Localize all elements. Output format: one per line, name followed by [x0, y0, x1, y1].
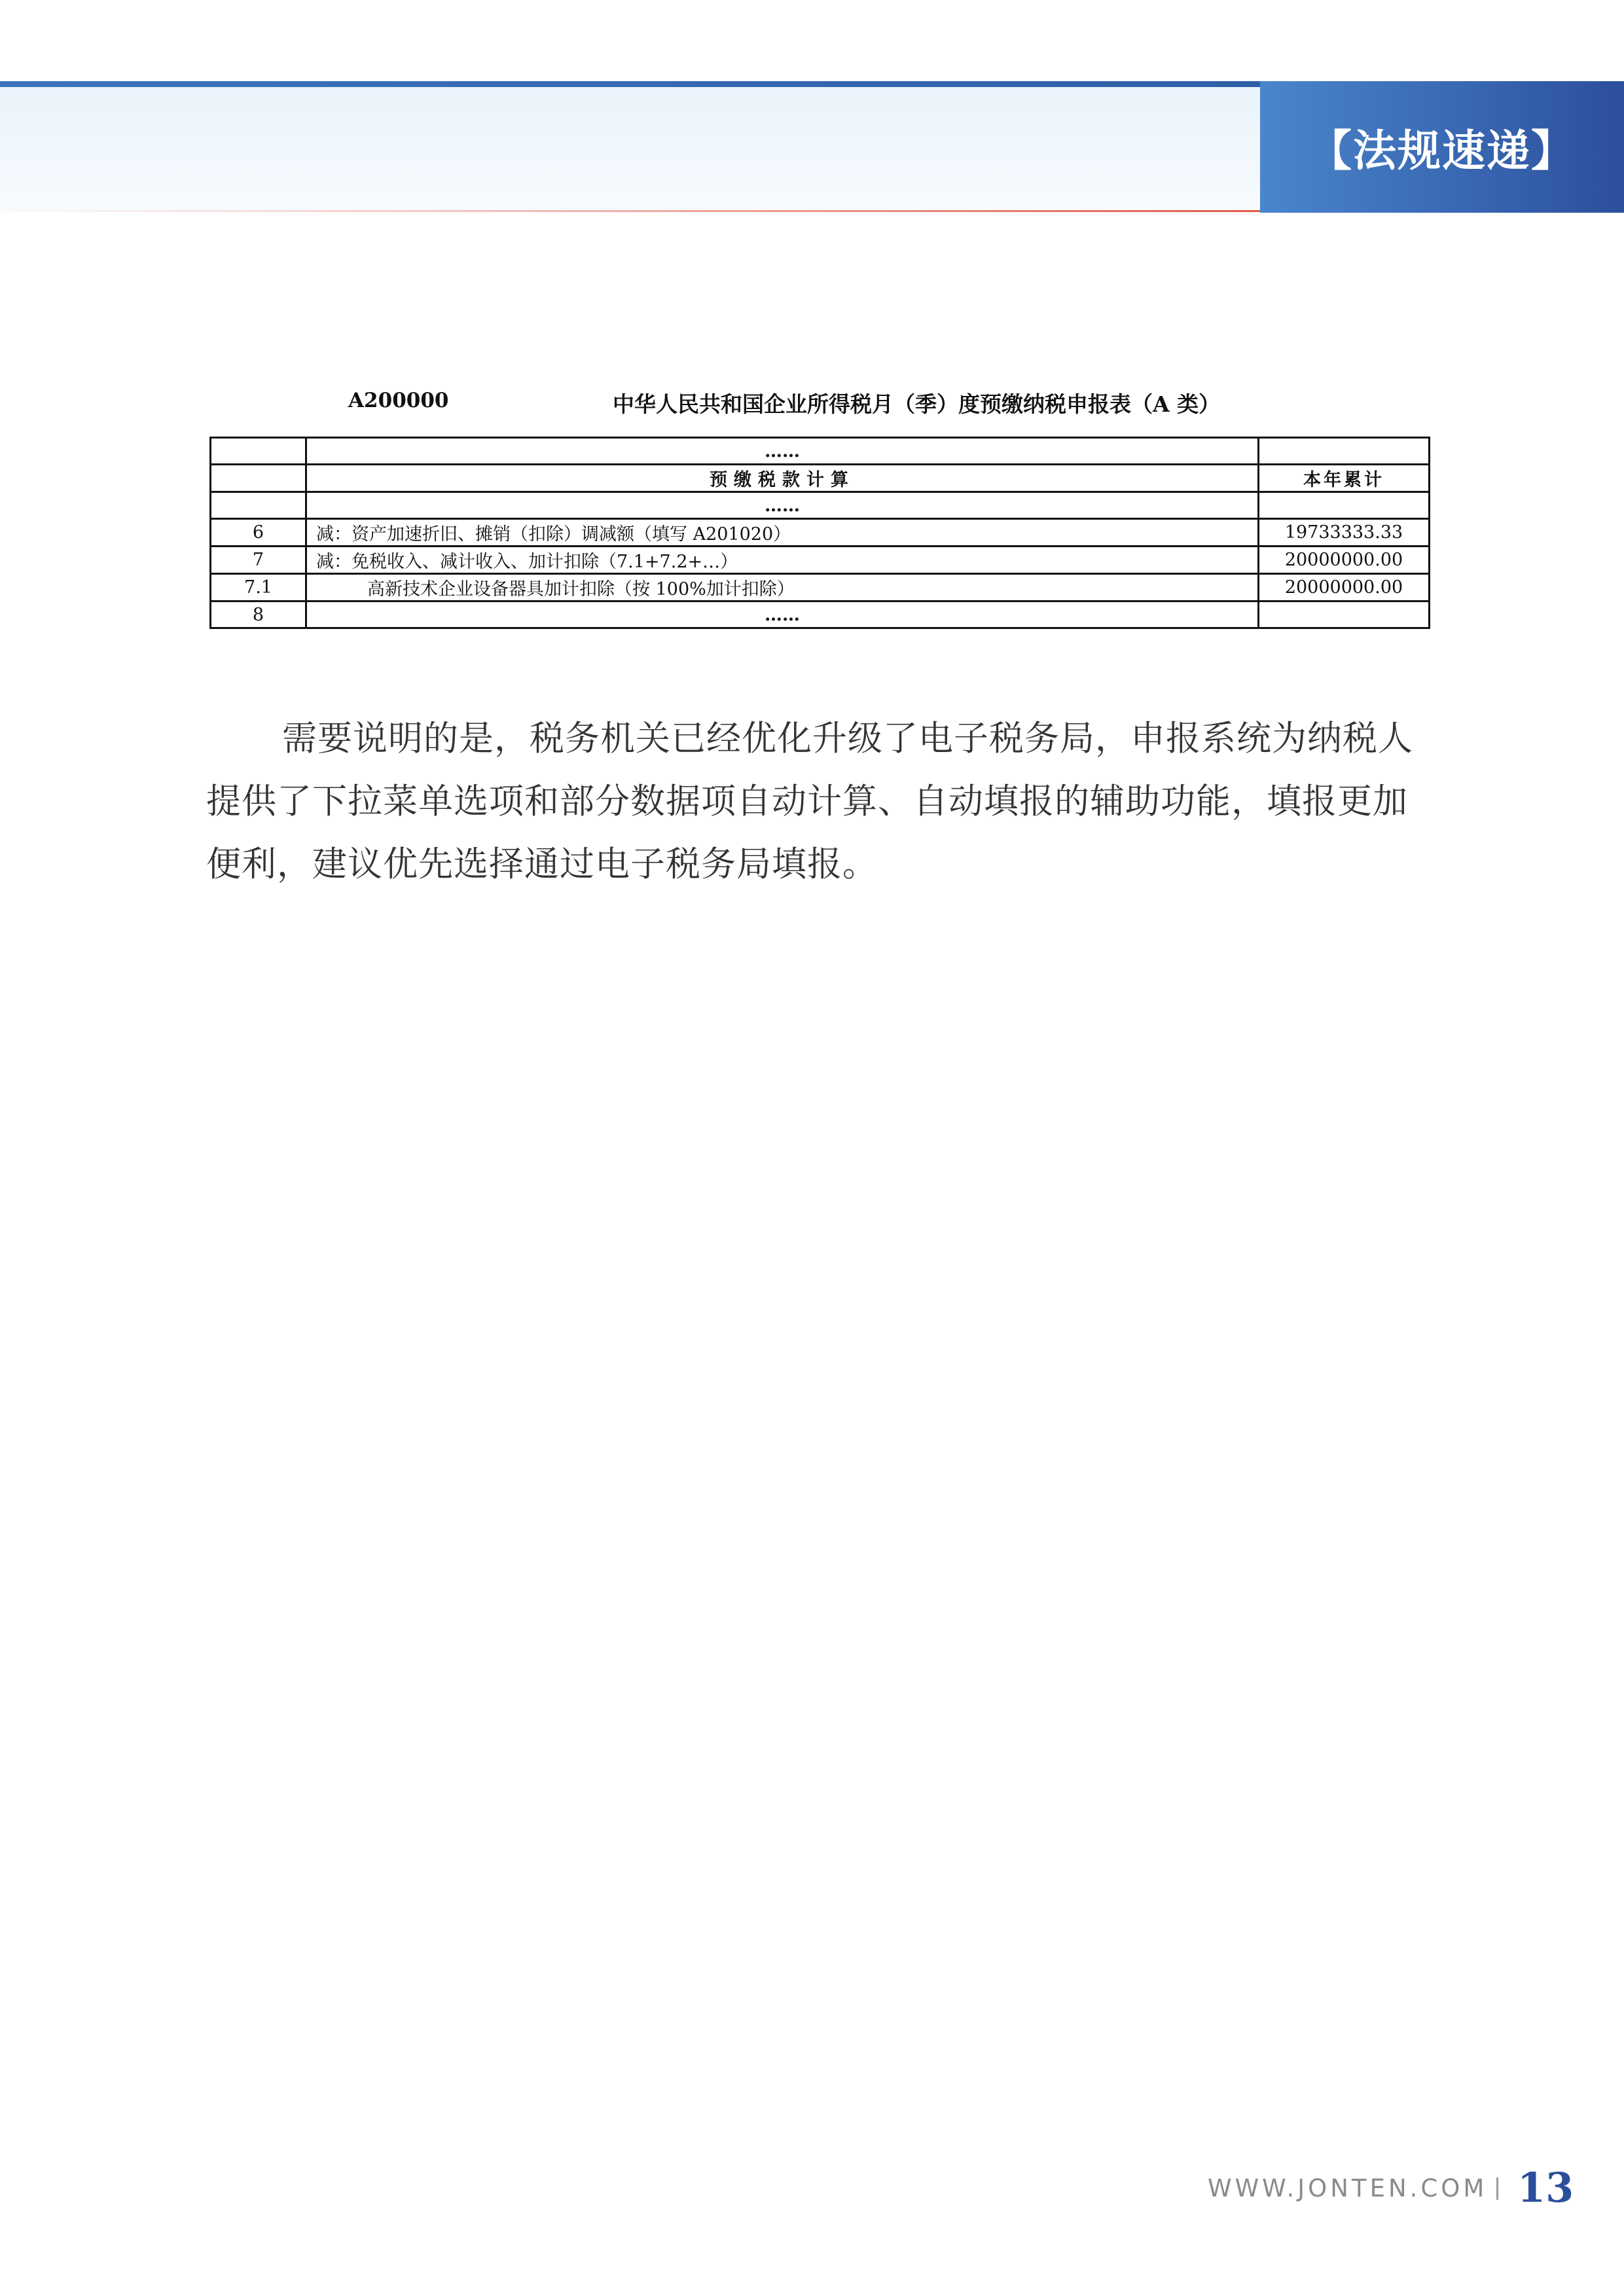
section-tag-box — [1260, 81, 1624, 213]
section-tag: 【法规速递】 — [1308, 125, 1576, 176]
row-number — [211, 465, 306, 492]
row-number — [211, 492, 306, 519]
form-code: A200000 — [348, 389, 449, 412]
header-accent-line — [0, 81, 1260, 87]
row-number: 7 — [211, 547, 306, 574]
row-value — [1259, 601, 1430, 628]
tax-form-table — [209, 437, 1430, 629]
footer-website: WWW.JONTEN.COM — [1208, 2174, 1488, 2202]
row-value: 20000000.00 — [1259, 574, 1430, 601]
row-item: 减：免税收入、减计收入、加计扣除（7.1+7.2+…） — [306, 547, 1259, 574]
row-value — [1259, 438, 1430, 465]
row-item: …… — [306, 601, 1259, 628]
row-value: 19733333.33 — [1259, 519, 1430, 547]
row-number: 8 — [211, 601, 306, 628]
table-row — [211, 438, 1430, 465]
page-number: 13 — [1517, 2164, 1574, 2212]
column-header-calculation: 预缴税款计算 — [306, 465, 1259, 492]
row-item: …… — [306, 438, 1259, 465]
table-row — [211, 574, 1430, 601]
column-header-ytd: 本年累计 — [1259, 465, 1430, 492]
row-value — [1259, 492, 1430, 519]
row-value: 20000000.00 — [1259, 547, 1430, 574]
row-number: 6 — [211, 519, 306, 547]
header-red-rule — [0, 210, 1260, 212]
body-paragraph: 需要说明的是，税务机关已经优化升级了电子税务局，申报系统为纳税人提供了下拉菜单选项和部分数据项自动计算、自动填报的辅助功能，填报更加便利，建议优先选择通过电子税务局填报。 — [206, 719, 1413, 884]
row-number — [211, 438, 306, 465]
row-item: 减：资产加速折旧、摊销（扣除）调减额（填写 A201020） — [306, 519, 1259, 547]
row-item: 高新技术企业设备器具加计扣除（按 100%加计扣除） — [306, 574, 1259, 601]
row-number: 7.1 — [211, 574, 306, 601]
table-row — [211, 519, 1430, 547]
row-item: …… — [306, 492, 1259, 519]
table-row — [211, 547, 1430, 574]
table-row — [211, 492, 1430, 519]
table-row — [211, 601, 1430, 628]
header-band — [0, 87, 1260, 211]
table-header-row — [211, 465, 1430, 492]
footer-divider — [1496, 2178, 1498, 2200]
form-title: 中华人民共和国企业所得税月（季）度预缴纳税申报表（A 类） — [613, 391, 1221, 417]
